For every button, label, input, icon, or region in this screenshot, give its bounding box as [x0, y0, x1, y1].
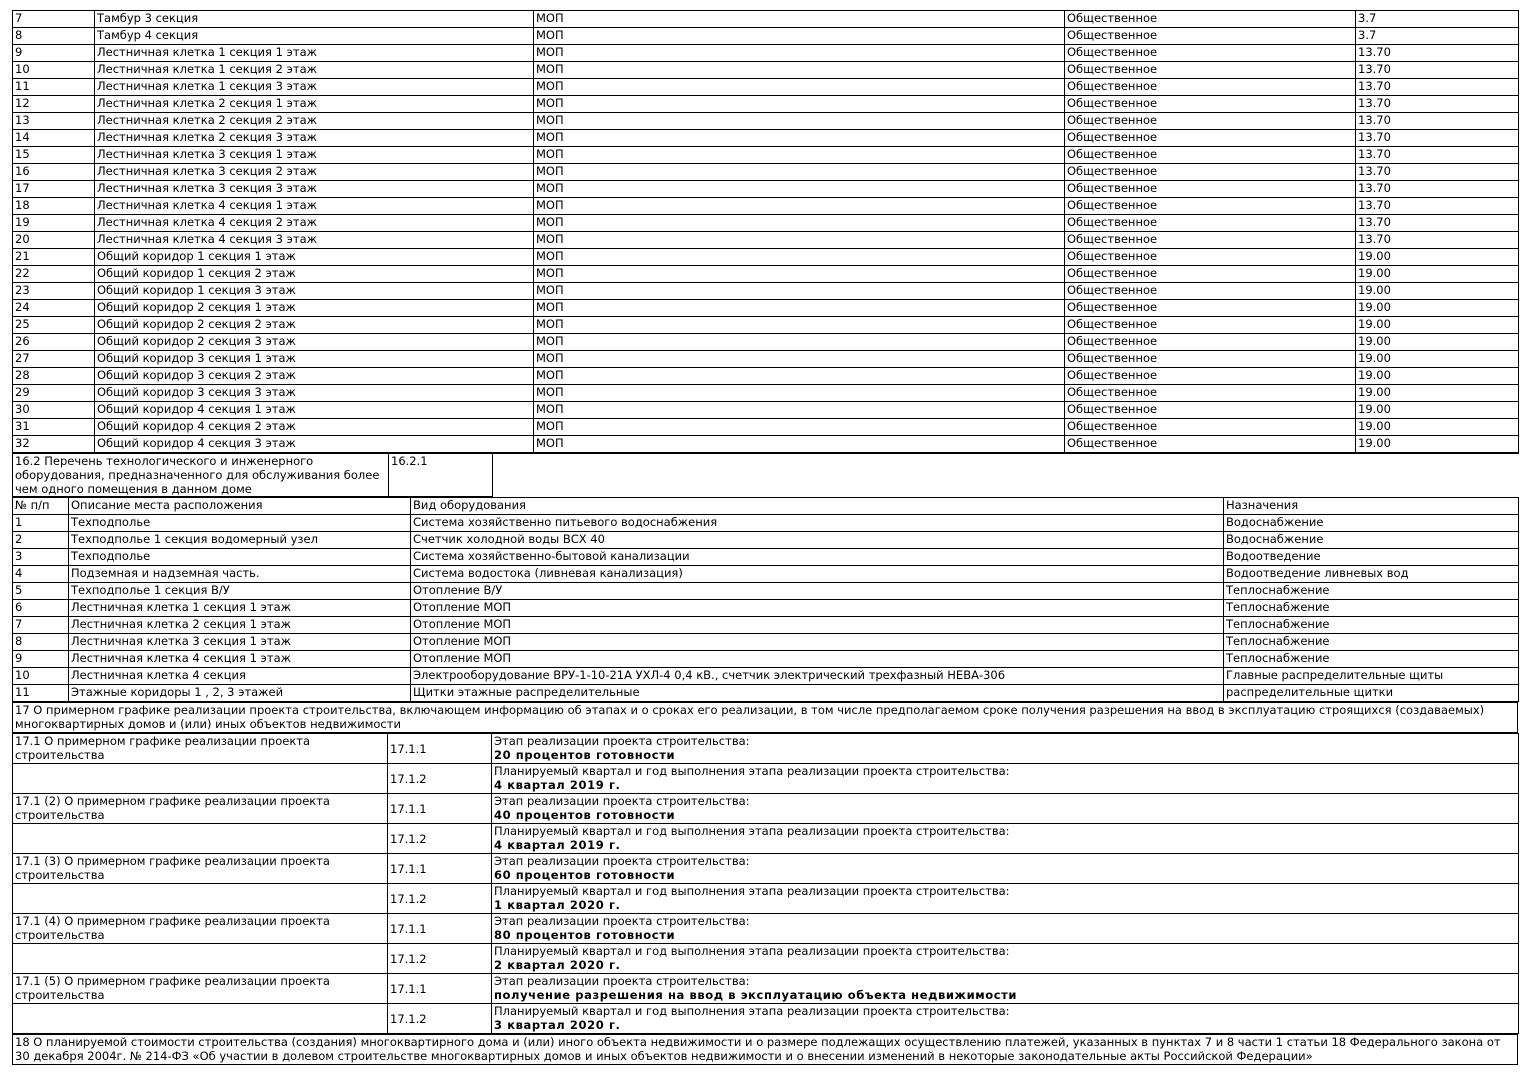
equipment-number: 2	[13, 532, 69, 549]
table-row	[13, 181, 1519, 198]
row-number: 23	[13, 283, 95, 300]
table-row	[13, 79, 1519, 96]
room-name: Общий коридор 1 секция 1 этаж	[95, 249, 534, 266]
row-number: 20	[13, 232, 95, 249]
equipment-purpose: Водоотведение	[1224, 549, 1519, 566]
room-area: 13.70	[1356, 164, 1519, 181]
room-purpose: Общественное	[1065, 300, 1356, 317]
equipment-header-location: Описание места расположения	[69, 498, 411, 515]
room-type: МОП	[534, 283, 1065, 300]
room-purpose: Общественное	[1065, 130, 1356, 147]
room-purpose: Общественное	[1065, 164, 1356, 181]
table-row	[13, 147, 1519, 164]
row-number: 18	[13, 198, 95, 215]
room-type: МОП	[534, 45, 1065, 62]
equipment-kind: Отопление МОП	[411, 651, 1224, 668]
equipment-number: 8	[13, 634, 69, 651]
room-area: 13.70	[1356, 62, 1519, 79]
row-number: 22	[13, 266, 95, 283]
room-name: Тамбур 4 секция	[95, 28, 534, 45]
table-row	[13, 300, 1519, 317]
table-row	[13, 402, 1519, 419]
room-purpose: Общественное	[1065, 232, 1356, 249]
room-purpose: Общественное	[1065, 147, 1356, 164]
equipment-purpose: Теплоснабжение	[1224, 583, 1519, 600]
table-row	[13, 215, 1519, 232]
room-type: МОП	[534, 334, 1065, 351]
schedule-label: 17.1 (5) О примерном графике реализации проекта строительства	[13, 974, 388, 1004]
room-name: Общий коридор 2 секция 1 этаж	[95, 300, 534, 317]
equipment-kind: Отопление В/У	[411, 583, 1224, 600]
room-purpose: Общественное	[1065, 266, 1356, 283]
room-area: 19.00	[1356, 385, 1519, 402]
room-purpose: Общественное	[1065, 419, 1356, 436]
row-number: 32	[13, 436, 95, 453]
room-name: Лестничная клетка 2 секция 1 этаж	[95, 96, 534, 113]
equipment-location: Техподполье 1 секция водомерный узел	[69, 532, 411, 549]
schedule-date-row	[13, 824, 1519, 854]
room-purpose: Общественное	[1065, 215, 1356, 232]
equipment-location: Этажные коридоры 1 , 2, 3 этажей	[69, 685, 411, 702]
row-number: 13	[13, 113, 95, 130]
schedule-date-row	[13, 764, 1519, 794]
room-area: 13.70	[1356, 198, 1519, 215]
schedule-label-empty	[13, 884, 388, 914]
equipment-location: Техподполье	[69, 549, 411, 566]
schedule-question: Планируемый квартал и год выполнения этапа реализации проекта строительства:	[494, 764, 1010, 778]
schedule-question: Этап реализации проекта строительства:	[494, 914, 750, 928]
schedule-label-empty	[13, 1004, 388, 1034]
room-area: 19.00	[1356, 283, 1519, 300]
room-type: МОП	[534, 79, 1065, 96]
equipment-number: 10	[13, 668, 69, 685]
table-row	[13, 113, 1519, 130]
schedule-code: 17.1.2	[388, 884, 492, 914]
row-number: 14	[13, 130, 95, 147]
table-row	[13, 11, 1519, 28]
equipment-kind: Отопление МОП	[411, 617, 1224, 634]
table-row	[13, 249, 1519, 266]
room-name: Общий коридор 3 секция 3 этаж	[95, 385, 534, 402]
schedule-table	[12, 733, 1519, 1034]
equipment-header-row	[13, 498, 1519, 515]
schedule-answer: 4 квартал 2019 г.	[494, 778, 621, 792]
table-row	[13, 351, 1519, 368]
common-areas-table	[12, 10, 1519, 453]
table-row	[13, 436, 1519, 453]
schedule-question: Планируемый квартал и год выполнения этапа реализации проекта строительства:	[494, 1004, 1010, 1018]
room-purpose: Общественное	[1065, 113, 1356, 130]
room-purpose: Общественное	[1065, 11, 1356, 28]
schedule-label: 17.1 О примерном графике реализации проекта строительства	[13, 734, 388, 764]
room-type: МОП	[534, 215, 1065, 232]
room-area: 13.70	[1356, 215, 1519, 232]
room-area: 19.00	[1356, 334, 1519, 351]
room-type: МОП	[534, 402, 1065, 419]
row-number: 12	[13, 96, 95, 113]
equipment-location: Лестничная клетка 2 секция 1 этаж	[69, 617, 411, 634]
room-area: 19.00	[1356, 300, 1519, 317]
row-number: 10	[13, 62, 95, 79]
schedule-label-empty	[13, 764, 388, 794]
room-name: Общий коридор 2 секция 3 этаж	[95, 334, 534, 351]
table-row	[13, 198, 1519, 215]
equipment-location: Лестничная клетка 4 секция	[69, 668, 411, 685]
schedule-question: Этап реализации проекта строительства:	[494, 974, 750, 988]
room-name: Общий коридор 4 секция 3 этаж	[95, 436, 534, 453]
row-number: 27	[13, 351, 95, 368]
schedule-question: Планируемый квартал и год выполнения этапа реализации проекта строительства:	[494, 824, 1010, 838]
room-purpose: Общественное	[1065, 334, 1356, 351]
schedule-question: Этап реализации проекта строительства:	[494, 794, 750, 808]
room-purpose: Общественное	[1065, 402, 1356, 419]
row-number: 30	[13, 402, 95, 419]
schedule-code: 17.1.1	[388, 794, 492, 824]
room-name: Общий коридор 3 секция 2 этаж	[95, 368, 534, 385]
section17-table	[12, 702, 1518, 733]
room-type: МОП	[534, 11, 1065, 28]
schedule-value	[492, 884, 1519, 914]
row-number: 21	[13, 249, 95, 266]
room-name: Лестничная клетка 4 секция 1 этаж	[95, 198, 534, 215]
room-name: Лестничная клетка 1 секция 1 этаж	[95, 45, 534, 62]
table-row	[13, 368, 1519, 385]
row-number: 16	[13, 164, 95, 181]
schedule-answer: 1 квартал 2020 г.	[494, 898, 621, 912]
schedule-label-empty	[13, 824, 388, 854]
equipment-kind: Щитки этажные распределительные	[411, 685, 1224, 702]
room-type: МОП	[534, 266, 1065, 283]
room-type: МОП	[534, 385, 1065, 402]
equipment-purpose: Теплоснабжение	[1224, 634, 1519, 651]
schedule-code: 17.1.1	[388, 734, 492, 764]
schedule-label: 17.1 (4) О примерном графике реализации проекта строительства	[13, 914, 388, 944]
equipment-location: Подземная и надземная часть.	[69, 566, 411, 583]
equipment-kind: Система водостока (ливневая канализация)	[411, 566, 1224, 583]
equipment-kind: Система хозяйственно-бытовой канализации	[411, 549, 1224, 566]
equipment-kind: Отопление МОП	[411, 634, 1224, 651]
table-row	[13, 334, 1519, 351]
schedule-stage-row	[13, 914, 1519, 944]
room-purpose: Общественное	[1065, 45, 1356, 62]
equipment-kind: Отопление МОП	[411, 600, 1224, 617]
row-number: 28	[13, 368, 95, 385]
room-name: Лестничная клетка 2 секция 2 этаж	[95, 113, 534, 130]
room-type: МОП	[534, 198, 1065, 215]
room-area: 13.70	[1356, 79, 1519, 96]
equipment-location: Техподполье 1 секция В/У	[69, 583, 411, 600]
room-purpose: Общественное	[1065, 436, 1356, 453]
room-purpose: Общественное	[1065, 79, 1356, 96]
table-row	[13, 617, 1519, 634]
room-type: МОП	[534, 351, 1065, 368]
room-purpose: Общественное	[1065, 249, 1356, 266]
room-type: МОП	[534, 62, 1065, 79]
room-name: Лестничная клетка 1 секция 3 этаж	[95, 79, 534, 96]
row-number: 25	[13, 317, 95, 334]
schedule-code: 17.1.2	[388, 764, 492, 794]
row-number: 26	[13, 334, 95, 351]
schedule-label: 17.1 (3) О примерном графике реализации проекта строительства	[13, 854, 388, 884]
schedule-question: Этап реализации проекта строительства:	[494, 734, 750, 748]
schedule-answer: 80 процентов готовности	[494, 928, 676, 942]
room-name: Общий коридор 4 секция 2 этаж	[95, 419, 534, 436]
table-row	[13, 28, 1519, 45]
room-type: МОП	[534, 368, 1065, 385]
room-area: 13.70	[1356, 181, 1519, 198]
table-row	[13, 96, 1519, 113]
schedule-stage-row	[13, 854, 1519, 884]
schedule-stage-row	[13, 974, 1519, 1004]
room-type: МОП	[534, 96, 1065, 113]
room-area: 13.70	[1356, 45, 1519, 62]
room-purpose: Общественное	[1065, 368, 1356, 385]
table-row	[13, 634, 1519, 651]
table-row	[13, 317, 1519, 334]
schedule-answer: 60 процентов готовности	[494, 868, 676, 882]
room-area: 19.00	[1356, 266, 1519, 283]
schedule-value	[492, 794, 1519, 824]
schedule-code: 17.1.1	[388, 974, 492, 1004]
schedule-answer: 20 процентов готовности	[494, 748, 676, 762]
row-number: 31	[13, 419, 95, 436]
room-type: МОП	[534, 300, 1065, 317]
equipment-location: Лестничная клетка 4 секция 1 этаж	[69, 651, 411, 668]
schedule-value	[492, 734, 1519, 764]
schedule-value	[492, 764, 1519, 794]
room-name: Общий коридор 4 секция 1 этаж	[95, 402, 534, 419]
equipment-location: Лестничная клетка 3 секция 1 этаж	[69, 634, 411, 651]
equipment-purpose: Теплоснабжение	[1224, 600, 1519, 617]
equipment-kind: Электрооборудование ВРУ-1-10-21А УХЛ-4 0,4 кВ., счетчик электрический трехфазный НЕВА-306	[411, 668, 1224, 685]
row-number: 9	[13, 45, 95, 62]
room-type: МОП	[534, 28, 1065, 45]
table-row	[13, 266, 1519, 283]
room-type: МОП	[534, 249, 1065, 266]
row-number: 15	[13, 147, 95, 164]
schedule-label: 17.1 (2) О примерном графике реализации проекта строительства	[13, 794, 388, 824]
equipment-purpose: Теплоснабжение	[1224, 651, 1519, 668]
room-name: Общий коридор 1 секция 3 этаж	[95, 283, 534, 300]
document-page	[12, 10, 1518, 1065]
equipment-number: 3	[13, 549, 69, 566]
room-type: МОП	[534, 147, 1065, 164]
schedule-code: 17.1.2	[388, 824, 492, 854]
room-purpose: Общественное	[1065, 181, 1356, 198]
equipment-number: 1	[13, 515, 69, 532]
table-row	[13, 419, 1519, 436]
equipment-header-purpose: Назначения	[1224, 498, 1519, 515]
equipment-kind: Счетчик холодной воды ВСХ 40	[411, 532, 1224, 549]
schedule-stage-row	[13, 734, 1519, 764]
schedule-value	[492, 854, 1519, 884]
schedule-date-row	[13, 944, 1519, 974]
schedule-code: 17.1.1	[388, 914, 492, 944]
row-number: 19	[13, 215, 95, 232]
room-type: МОП	[534, 317, 1065, 334]
room-type: МОП	[534, 181, 1065, 198]
room-name: Лестничная клетка 2 секция 3 этаж	[95, 130, 534, 147]
schedule-code: 17.1.1	[388, 854, 492, 884]
room-purpose: Общественное	[1065, 198, 1356, 215]
equipment-section-table	[12, 453, 1519, 497]
room-type: МОП	[534, 130, 1065, 147]
room-name: Лестничная клетка 3 секция 2 этаж	[95, 164, 534, 181]
table-row	[13, 566, 1519, 583]
section18-title: 18 О планируемой стоимости строительства (создания) многоквартирного дома и (или) иного объекта недвижимости и о размере подлежащих осуществлению платежей, указанных в пунктах 7 и 8 части 1 статьи 18 Федерального закона от 30 декабря 2004г. № 214-ФЗ «Об участии в долевом строительстве многоквартирных домов и иных объектов недвижимости и о внесении изменений в некоторые законодательные акты Российской Федерации»	[13, 1035, 1518, 1065]
room-area: 19.00	[1356, 317, 1519, 334]
row-number: 11	[13, 79, 95, 96]
equipment-number: 6	[13, 600, 69, 617]
schedule-question: Этап реализации проекта строительства:	[494, 854, 750, 868]
table-row	[13, 232, 1519, 249]
equipment-table	[12, 497, 1519, 702]
equipment-purpose: Водоотведение ливневых вод	[1224, 566, 1519, 583]
schedule-code: 17.1.2	[388, 944, 492, 974]
room-name: Лестничная клетка 4 секция 3 этаж	[95, 232, 534, 249]
equipment-number: 4	[13, 566, 69, 583]
row-number: 24	[13, 300, 95, 317]
room-purpose: Общественное	[1065, 283, 1356, 300]
table-row	[13, 130, 1519, 147]
schedule-answer: получение разрешения на ввод в эксплуатацию объекта недвижимости	[494, 988, 1018, 1002]
room-area: 13.70	[1356, 113, 1519, 130]
room-purpose: Общественное	[1065, 96, 1356, 113]
schedule-answer: 40 процентов готовности	[494, 808, 676, 822]
room-area: 13.70	[1356, 96, 1519, 113]
equipment-number: 9	[13, 651, 69, 668]
schedule-answer: 3 квартал 2020 г.	[494, 1018, 621, 1032]
table-row	[13, 385, 1519, 402]
equipment-number: 7	[13, 617, 69, 634]
row-number: 8	[13, 28, 95, 45]
schedule-answer: 2 квартал 2020 г.	[494, 958, 621, 972]
room-type: МОП	[534, 113, 1065, 130]
equipment-header-kind: Вид оборудования	[411, 498, 1224, 515]
table-row	[13, 532, 1519, 549]
room-area: 13.70	[1356, 147, 1519, 164]
equipment-section-code: 16.2.1	[389, 454, 493, 497]
equipment-purpose: Водоснабжение	[1224, 515, 1519, 532]
room-area: 19.00	[1356, 368, 1519, 385]
section18-table	[12, 1034, 1518, 1065]
room-purpose: Общественное	[1065, 317, 1356, 334]
equipment-number: 5	[13, 583, 69, 600]
room-area: 19.00	[1356, 419, 1519, 436]
room-name: Общий коридор 2 секция 2 этаж	[95, 317, 534, 334]
equipment-number: 11	[13, 685, 69, 702]
equipment-kind: Система хозяйственно питьевого водоснабжения	[411, 515, 1224, 532]
equipment-section-empty	[493, 454, 1519, 497]
room-purpose: Общественное	[1065, 62, 1356, 79]
table-row	[13, 62, 1519, 79]
room-area: 13.70	[1356, 232, 1519, 249]
row-number: 29	[13, 385, 95, 402]
equipment-purpose: Главные распределительные щиты	[1224, 668, 1519, 685]
room-name: Тамбур 3 секция	[95, 11, 534, 28]
schedule-question: Планируемый квартал и год выполнения этапа реализации проекта строительства:	[494, 944, 1010, 958]
equipment-section-row	[13, 454, 1519, 497]
room-name: Лестничная клетка 4 секция 2 этаж	[95, 215, 534, 232]
room-name: Общий коридор 1 секция 2 этаж	[95, 266, 534, 283]
room-area: 19.00	[1356, 436, 1519, 453]
table-row	[13, 45, 1519, 62]
schedule-value	[492, 914, 1519, 944]
room-purpose: Общественное	[1065, 28, 1356, 45]
room-name: Лестничная клетка 1 секция 2 этаж	[95, 62, 534, 79]
table-row	[13, 164, 1519, 181]
schedule-date-row	[13, 884, 1519, 914]
schedule-value	[492, 824, 1519, 854]
table-row	[13, 283, 1519, 300]
table-row	[13, 651, 1519, 668]
table-row	[13, 515, 1519, 532]
schedule-code: 17.1.2	[388, 1004, 492, 1034]
schedule-question: Планируемый квартал и год выполнения этапа реализации проекта строительства:	[494, 884, 1010, 898]
room-type: МОП	[534, 419, 1065, 436]
equipment-section-title: 16.2 Перечень технологического и инженерного оборудования, предназначенного для обслуживания более чем одного помещения в данном доме	[13, 454, 389, 497]
room-name: Лестничная клетка 3 секция 1 этаж	[95, 147, 534, 164]
row-number: 7	[13, 11, 95, 28]
room-name: Лестничная клетка 3 секция 3 этаж	[95, 181, 534, 198]
table-row	[13, 549, 1519, 566]
section17-title: 17 О примерном графике реализации проекта строительства, включающем информацию об этапах и о сроках его реализации, в том числе предполагаемом сроке получения разрешения на ввод в эксплуатацию строящихся (создаваемых) многоквартирных домов и (или) иных объектов недвижимости	[13, 703, 1518, 733]
room-purpose: Общественное	[1065, 351, 1356, 368]
table-row	[13, 600, 1519, 617]
schedule-value	[492, 944, 1519, 974]
table-row	[13, 583, 1519, 600]
room-area: 13.70	[1356, 130, 1519, 147]
row-number: 17	[13, 181, 95, 198]
room-area: 19.00	[1356, 402, 1519, 419]
schedule-value	[492, 974, 1519, 1004]
table-row	[13, 668, 1519, 685]
room-type: МОП	[534, 436, 1065, 453]
equipment-purpose: распределительные щитки	[1224, 685, 1519, 702]
room-area: 3.7	[1356, 28, 1519, 45]
equipment-purpose: Водоснабжение	[1224, 532, 1519, 549]
schedule-stage-row	[13, 794, 1519, 824]
equipment-header-num: № п/п	[13, 498, 69, 515]
equipment-purpose: Теплоснабжение	[1224, 617, 1519, 634]
equipment-location: Лестничная клетка 1 секция 1 этаж	[69, 600, 411, 617]
schedule-value	[492, 1004, 1519, 1034]
room-area: 19.00	[1356, 351, 1519, 368]
room-area: 3.7	[1356, 11, 1519, 28]
table-row	[13, 685, 1519, 702]
room-area: 19.00	[1356, 249, 1519, 266]
room-name: Общий коридор 3 секция 1 этаж	[95, 351, 534, 368]
schedule-label-empty	[13, 944, 388, 974]
room-type: МОП	[534, 164, 1065, 181]
schedule-answer: 4 квартал 2019 г.	[494, 838, 621, 852]
equipment-location: Техподполье	[69, 515, 411, 532]
room-type: МОП	[534, 232, 1065, 249]
room-purpose: Общественное	[1065, 385, 1356, 402]
schedule-date-row	[13, 1004, 1519, 1034]
